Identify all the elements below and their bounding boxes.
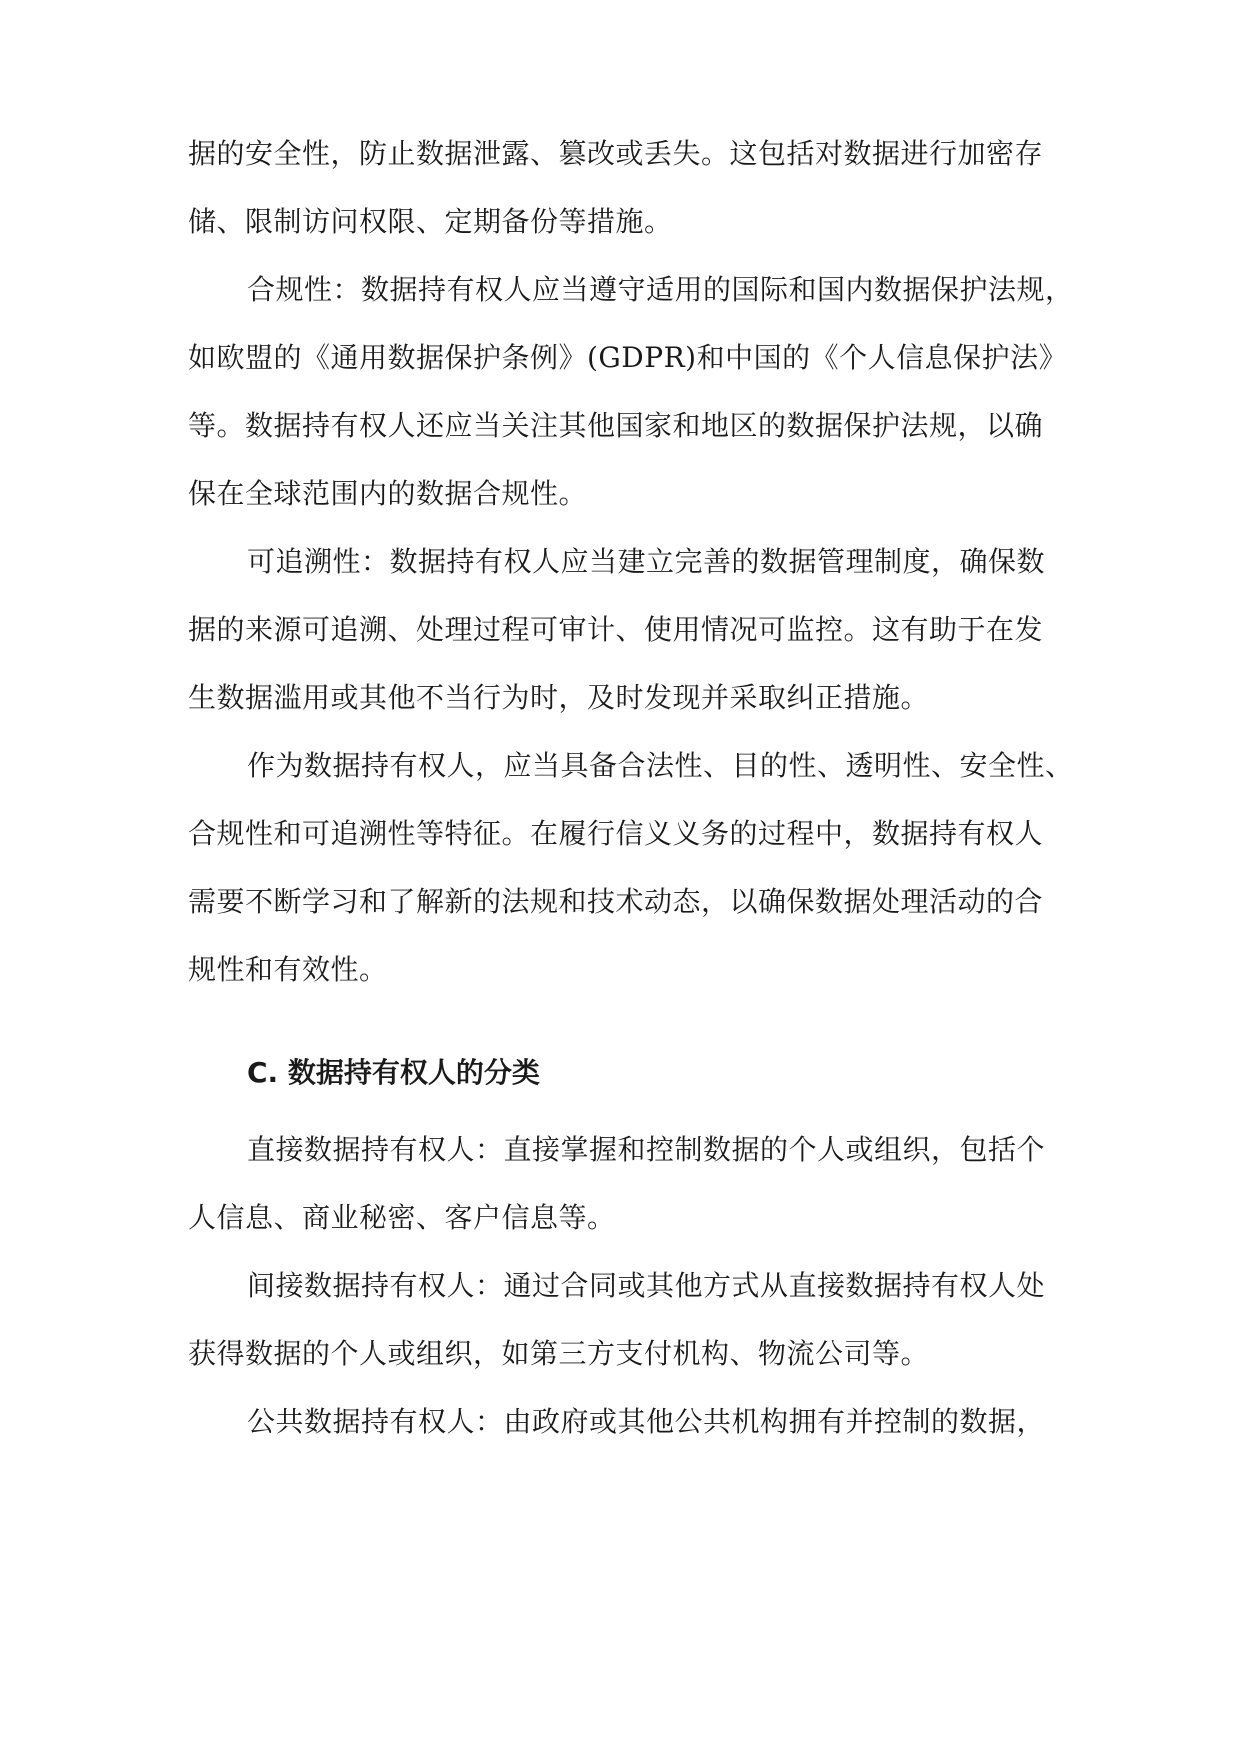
section-heading: C. 数据持有权人的分类 bbox=[247, 1056, 540, 1089]
paragraph-compliance-line-2: 如欧盟的《通用数据保护条例》(GDPR)和中国的《个人信息保护法》 bbox=[188, 341, 1068, 374]
paragraph-traceability-line-1: 可追溯性：数据持有权人应当建立完善的数据管理制度，确保数 bbox=[247, 545, 1046, 578]
paragraph-compliance-line-1: 合规性：数据持有权人应当遵守适用的国际和国内数据保护法规， bbox=[247, 273, 1074, 306]
paragraph-summary-line-1: 作为数据持有权人，应当具备合法性、目的性、透明性、安全性、 bbox=[247, 749, 1074, 782]
paragraph-direct-holder-line-2: 人信息、商业秘密、客户信息等。 bbox=[188, 1201, 616, 1234]
paragraph-summary-line-4: 规性和有效性。 bbox=[188, 953, 388, 986]
paragraph-summary-line-3: 需要不断学习和了解新的法规和技术动态，以确保数据处理活动的合 bbox=[188, 885, 1044, 918]
paragraph-security-line-2: 据的安全性，防止数据泄露、篡改或丢失。这包括对数据进行加密存 bbox=[188, 137, 1044, 170]
paragraph-traceability-line-2: 据的来源可追溯、处理过程可审计、使用情况可监控。这有助于在发 bbox=[188, 613, 1044, 646]
paragraph-compliance-line-4: 保在全球范围内的数据合规性。 bbox=[188, 477, 588, 510]
paragraph-indirect-holder-line-2: 获得数据的个人或组织，如第三方支付机构、物流公司等。 bbox=[188, 1337, 930, 1370]
paragraph-public-holder-line-1: 公共数据持有权人：由政府或其他公共机构拥有并控制的数据， bbox=[247, 1405, 1046, 1438]
paragraph-security-line-3: 储、限制访问权限、定期备份等措施。 bbox=[188, 205, 673, 238]
paragraph-indirect-holder-line-1: 间接数据持有权人：通过合同或其他方式从直接数据持有权人处 bbox=[247, 1269, 1046, 1302]
paragraph-direct-holder-line-1: 直接数据持有权人：直接掌握和控制数据的个人或组织，包括个 bbox=[247, 1133, 1046, 1166]
paragraph-summary-line-2: 合规性和可追溯性等特征。在履行信义义务的过程中，数据持有权人 bbox=[188, 817, 1044, 850]
paragraph-traceability-line-3: 生数据滥用或其他不当行为时，及时发现并采取纠正措施。 bbox=[188, 681, 930, 714]
paragraph-compliance-line-3: 等。数据持有权人还应当关注其他国家和地区的数据保护法规，以确 bbox=[188, 409, 1044, 442]
